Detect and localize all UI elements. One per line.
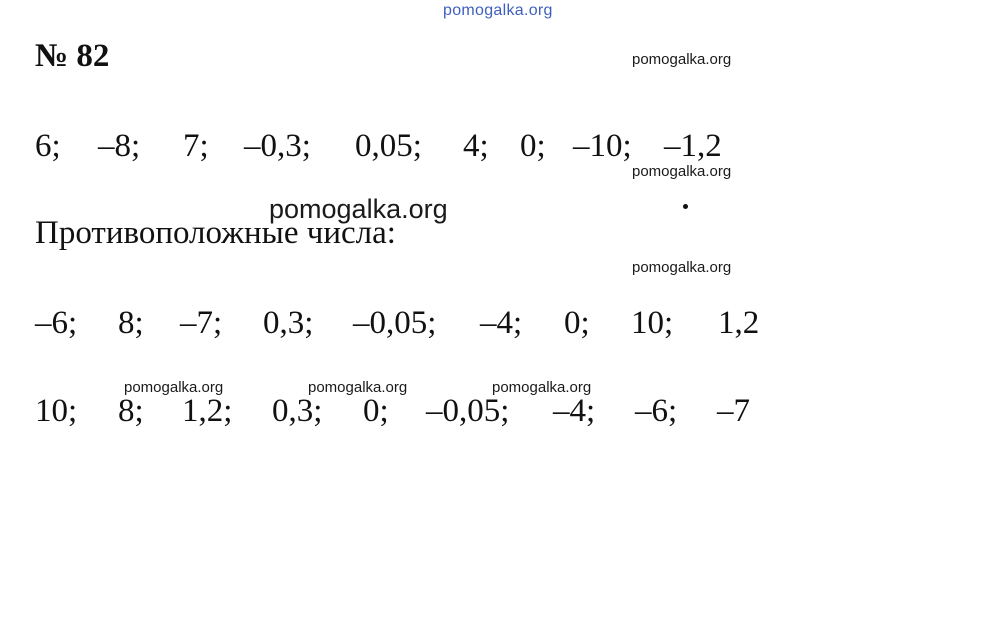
problem-title: № 82 xyxy=(35,38,110,74)
sorted-item: –6; xyxy=(635,393,678,429)
opposite-item: 0,3; xyxy=(263,305,314,341)
opposite-item: 0; xyxy=(564,305,590,341)
opposites-heading: Противоположные числа: xyxy=(35,215,396,251)
sorted-item: –4; xyxy=(553,393,596,429)
sorted-item: 1,2; xyxy=(182,393,233,429)
number-item: –8; xyxy=(98,128,141,164)
watermark: pomogalka.org xyxy=(632,51,732,68)
number-item: 0,05; xyxy=(355,128,422,164)
opposite-item: 1,2 xyxy=(718,305,760,341)
number-item: 7; xyxy=(183,128,209,164)
watermark: pomogalka.org xyxy=(632,259,732,276)
watermark: pomogalka.org xyxy=(492,379,592,396)
watermark: pomogalka.org xyxy=(124,379,224,396)
watermark: pomogalka.org xyxy=(308,379,408,396)
opposite-item: –6; xyxy=(35,305,78,341)
watermark: pomogalka.org xyxy=(632,163,732,180)
number-item: –1,2 xyxy=(664,128,722,164)
stray-dot xyxy=(683,204,688,209)
sorted-item: 0,3; xyxy=(272,393,323,429)
number-item: 4; xyxy=(463,128,489,164)
watermark: pomogalka.org xyxy=(269,194,448,224)
opposite-item: 8; xyxy=(118,305,144,341)
opposite-item: 10; xyxy=(631,305,674,341)
number-item: –0,3; xyxy=(244,128,311,164)
number-item: 0; xyxy=(520,128,546,164)
sorted-item: –7 xyxy=(717,393,750,429)
opposite-item: –4; xyxy=(480,305,523,341)
sorted-item: –0,05; xyxy=(426,393,510,429)
sorted-item: 10; xyxy=(35,393,78,429)
number-item: –10; xyxy=(573,128,632,164)
opposite-item: –0,05; xyxy=(353,305,437,341)
sorted-item: 8; xyxy=(118,393,144,429)
watermark-top[interactable]: pomogalka.org xyxy=(443,2,553,19)
opposite-item: –7; xyxy=(180,305,223,341)
number-item: 6; xyxy=(35,128,61,164)
sorted-item: 0; xyxy=(363,393,389,429)
